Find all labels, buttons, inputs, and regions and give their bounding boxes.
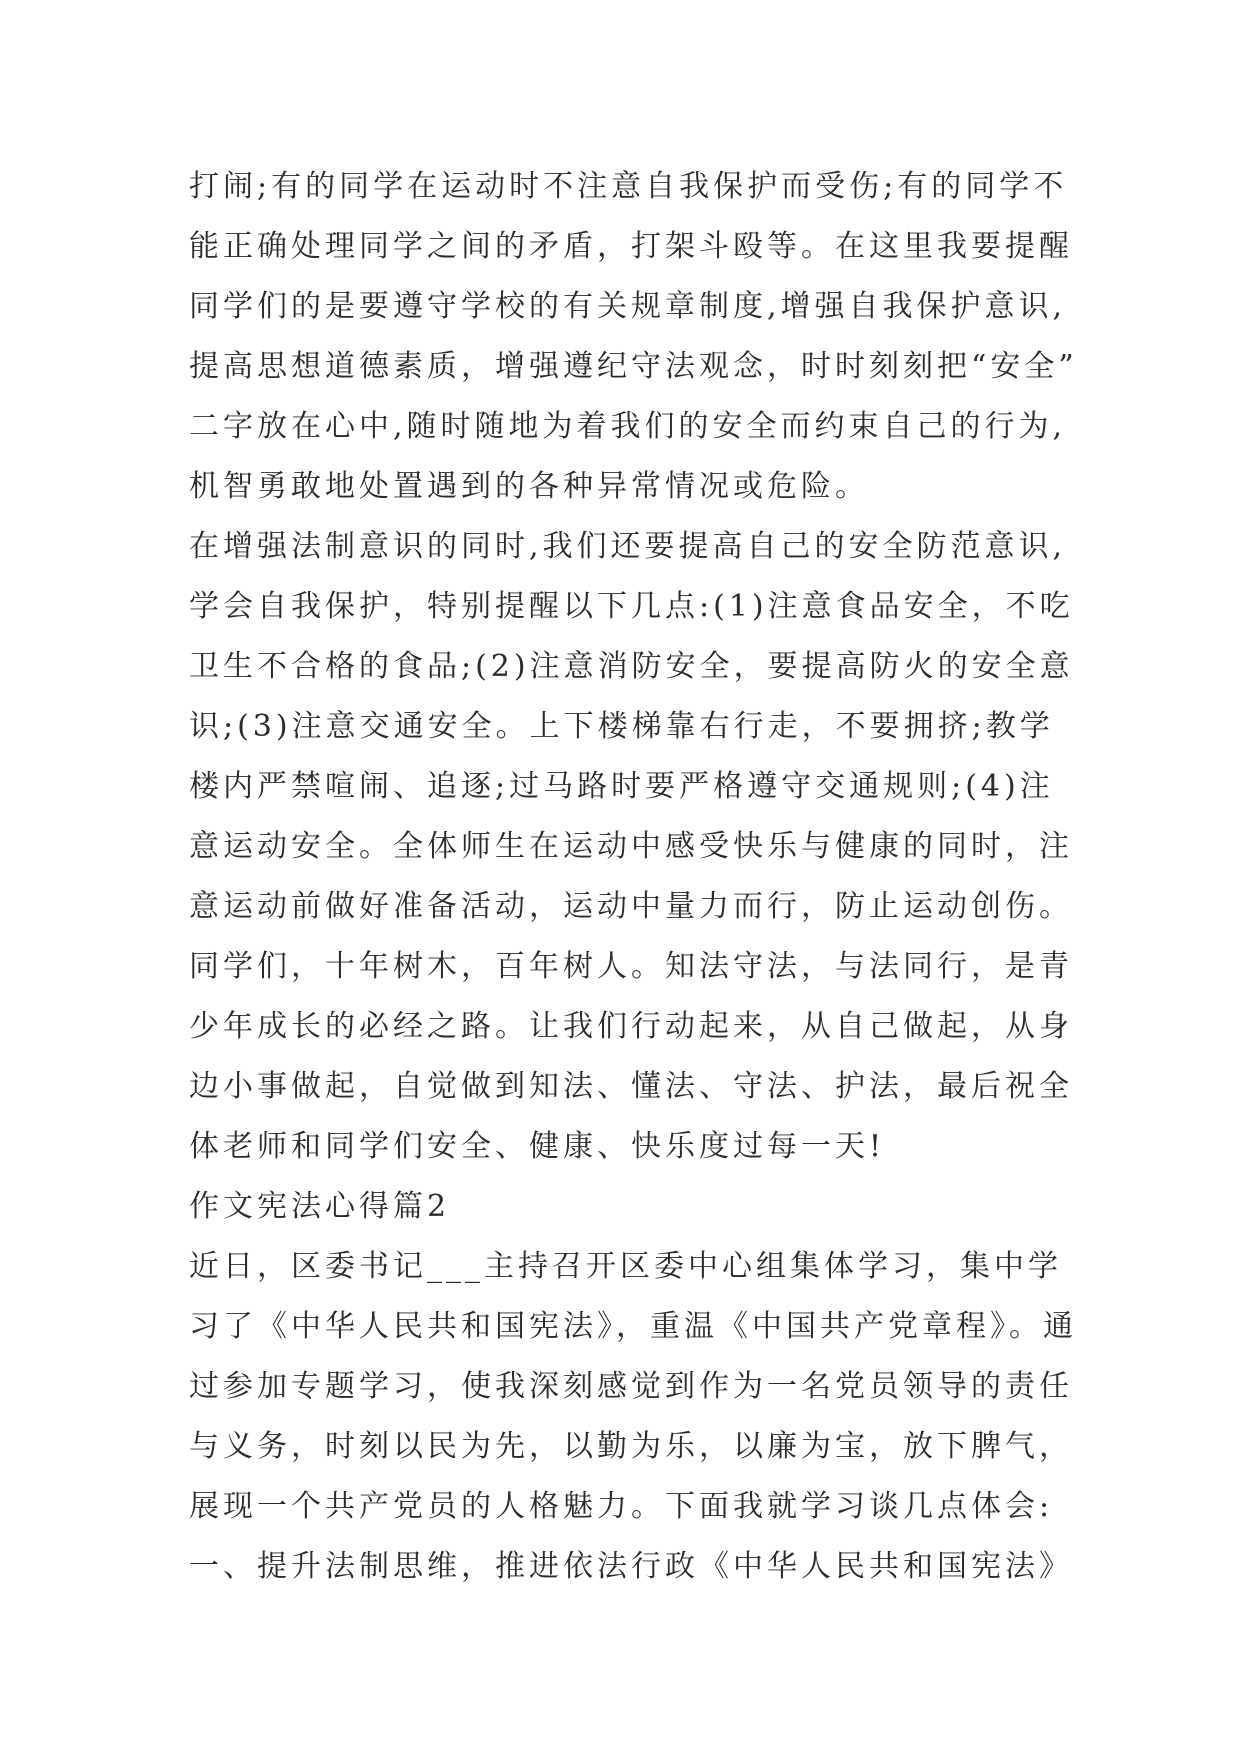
text-line: 在增强法制意识的同时,我们还要提高自己的安全防范意识, (189, 529, 1067, 564)
text-line: 楼内严禁喧闹、追逐;过马路时要严格遵守交通规则;(4)注 (189, 769, 1054, 804)
text-line: 近日，区委书记___主持召开区委中心组集体学习，集中学 (189, 1249, 1062, 1284)
text-line: 卫生不合格的食品;(2)注意消防安全，要提高防火的安全意 (189, 649, 1074, 684)
section-heading: 作文宪法心得篇2 (189, 1189, 451, 1224)
text-line: 能正确处理同学之间的矛盾，打架斗殴等。在这里我要提醒 (189, 229, 1073, 264)
text-line: 二字放在心中,随时随地为着我们的安全而约束自己的行为, (189, 409, 1067, 444)
text-line: 学会自我保护，特别提醒以下几点:(1)注意食品安全，不吃 (189, 589, 1074, 624)
text-line: 与义务，时刻以民为先，以勤为乐，以廉为宝，放下脾气， (189, 1429, 1073, 1464)
text-line: 机智勇敢地处置遇到的各种异常情况或危险。 (189, 469, 869, 504)
text-line: 同学们的是要遵守学校的有关规章制度,增强自我保护意识, (189, 289, 1067, 324)
text-line: 边小事做起，自觉做到知法、懂法、守法、护法，最后祝全 (189, 1069, 1073, 1104)
text-line: 过参加专题学习，使我深刻感觉到作为一名党员领导的责任 (189, 1369, 1073, 1404)
text-line: 打闹;有的同学在运动时不注意自我保护而受伤;有的同学不 (189, 169, 1068, 204)
document-body (189, 157, 1089, 1597)
text-line: 一、提升法制思维，推进依法行政《中华人民共和国宪法》 (189, 1549, 1073, 1584)
text-line: 少年成长的必经之路。让我们行动起来，从自己做起，从身 (189, 1009, 1073, 1044)
text-line: 意运动前做好准备活动，运动中量力而行，防止运动创伤。 (189, 889, 1073, 924)
text-line: 意运动安全。全体师生在运动中感受快乐与健康的同时，注 (189, 829, 1073, 864)
text-line: 识;(3)注意交通安全。上下楼梯靠右行走，不要拥挤;教学 (189, 709, 1054, 744)
text-line: 提高思想道德素质，增强遵纪守法观念，时时刻刻把“安全” (189, 349, 1078, 384)
text-line: 展现一个共产党员的人格魅力。下面我就学习谈几点体会: (189, 1489, 1054, 1524)
text-line: 同学们，十年树木，百年树人。知法守法，与法同行，是青 (189, 949, 1073, 984)
text-line: 习了《中华人民共和国宪法》，重温《中国共产党章程》。通 (189, 1309, 1077, 1344)
text-line: 体老师和同学们安全、健康、快乐度过每一天! (189, 1129, 886, 1164)
